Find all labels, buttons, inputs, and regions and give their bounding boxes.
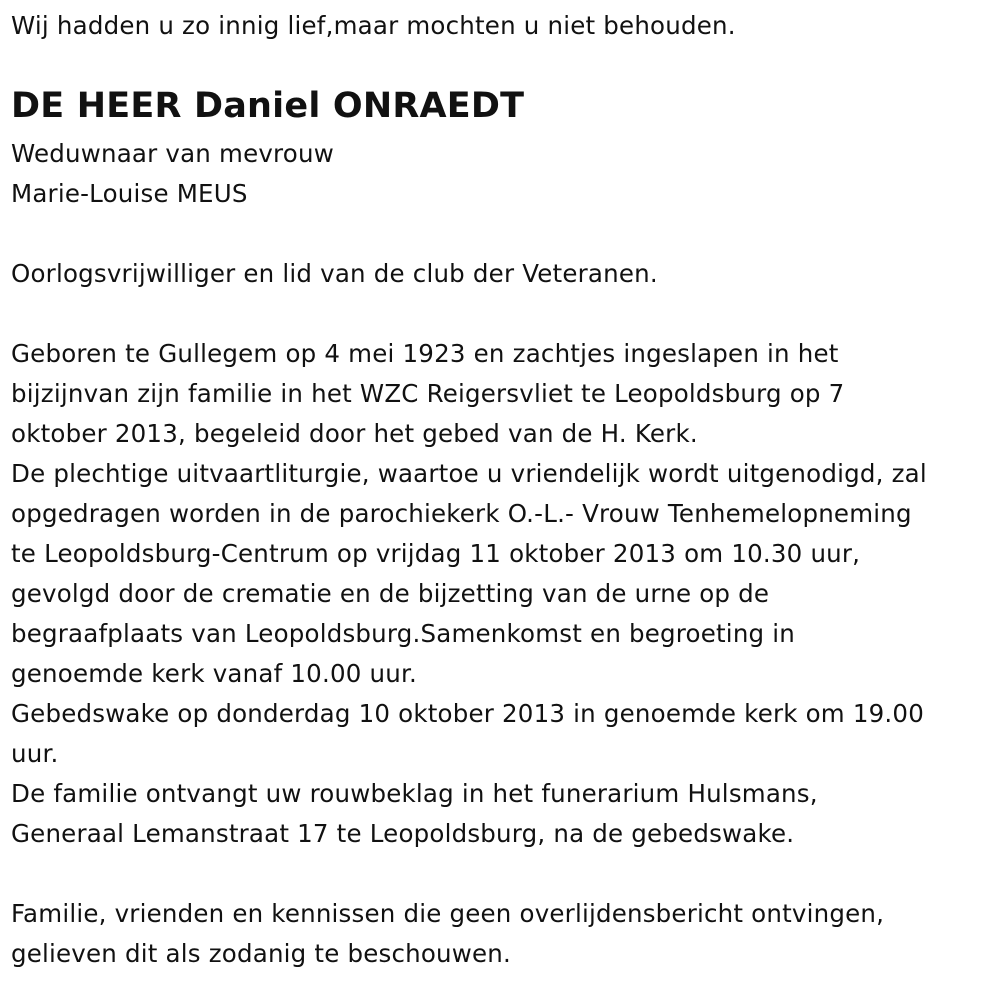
body-line: te Leopoldsburg-Centrum op vrijdag 11 oktober 2013 om 10.30 uur,	[11, 539, 861, 568]
body-line: De plechtige uitvaartliturgie, waartoe u vriendelijk wordt uitgenodigd, zal	[11, 459, 927, 488]
body-line: gevolgd door de crematie en de bijzetting van de urne op de	[11, 579, 770, 608]
body-line: begraafplaats van Leopoldsburg.Samenkomst en begroeting in	[11, 619, 796, 648]
widow-line: Weduwnaar van mevrouw	[11, 139, 334, 168]
body-line: Gebedswake op donderdag 10 oktober 2013 in genoemde kerk om 19.00	[11, 699, 924, 728]
body-line: Geboren te Gullegem op 4 mei 1923 en zachtjes ingeslapen in het	[11, 339, 839, 368]
body-line: De familie ontvangt uw rouwbeklag in het funerarium Hulsmans,	[11, 779, 818, 808]
motto: Wij hadden u zo innig lief,maar mochten u niet behouden.	[11, 11, 736, 40]
volunteer-section	[11, 254, 658, 294]
closing-line: gelieven dit als zodanig te beschouwen.	[11, 939, 512, 968]
body-line: opgedragen worden in de parochiekerk O.-L.- Vrouw Tenhemelopneming	[11, 499, 912, 528]
body-line: Generaal Lemanstraat 17 te Leopoldsburg, na de gebedswake.	[11, 819, 795, 848]
closing-section	[11, 894, 884, 974]
body-line: oktober 2013, begeleid door het gebed van de H. Kerk.	[11, 419, 698, 448]
body-line: uur.	[11, 739, 59, 768]
spouse-name: Marie-Louise MEUS	[11, 179, 248, 208]
volunteer-line: Oorlogsvrijwilliger en lid van de club der Veteranen.	[11, 259, 658, 288]
body-line: bijzijnvan zijn familie in het WZC Reigersvliet te Leopoldsburg op 7	[11, 379, 845, 408]
body-line: genoemde kerk vanaf 10.00 uur.	[11, 659, 417, 688]
widow-section	[11, 134, 334, 214]
closing-line: Familie, vrienden en kennissen die geen overlijdensbericht ontvingen,	[11, 899, 885, 928]
deceased-name: DE HEER Daniel ONRAEDT	[11, 86, 525, 126]
details-section	[11, 334, 927, 854]
